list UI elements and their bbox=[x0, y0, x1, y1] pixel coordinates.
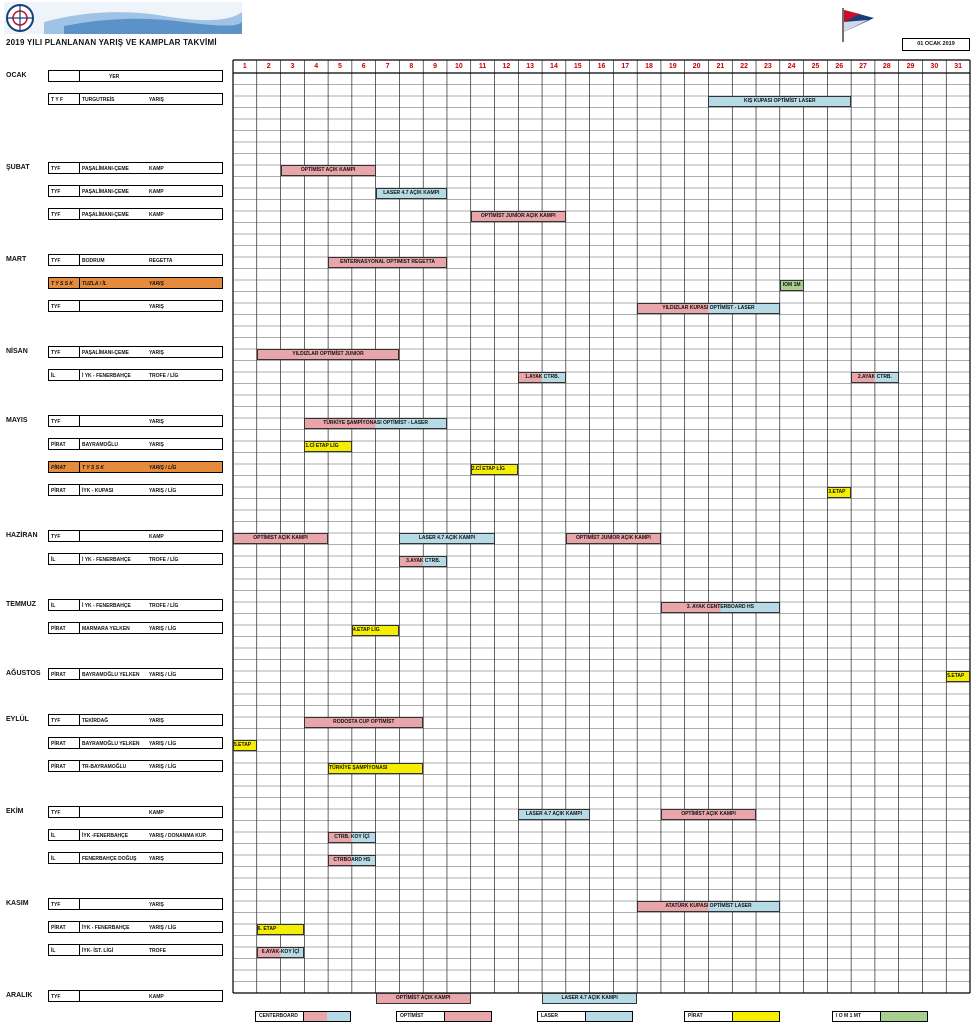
event-bar[interactable]: ATATÜRK KUPASI OPTİMİST LASER bbox=[637, 901, 780, 912]
row-organizer: İL bbox=[51, 603, 56, 609]
row-type: KAMP bbox=[149, 994, 164, 1000]
day-header: 8 bbox=[409, 63, 414, 70]
event-bar[interactable]: 6.AYAK-KOY İÇİ bbox=[257, 947, 305, 958]
document-date: 01 OCAK 2019 bbox=[902, 38, 970, 51]
row-organizer: TYF bbox=[51, 189, 61, 195]
row-organizer: PİRAT bbox=[51, 764, 66, 770]
event-bar[interactable]: RODOSTA CUP OPTİMİST bbox=[304, 717, 423, 728]
page-title: 2019 YILI PLANLANAN YARIŞ VE KAMPLAR TAKVİMİ bbox=[6, 38, 217, 47]
row-organizer: TYF bbox=[51, 212, 61, 218]
row-divider bbox=[79, 531, 80, 541]
schedule-row-label bbox=[48, 70, 223, 82]
day-header: 5 bbox=[338, 63, 342, 70]
row-organizer: PİRAT bbox=[51, 626, 66, 632]
schedule-row-label bbox=[48, 668, 223, 680]
row-place: PAŞALİMANI-ÇEME bbox=[82, 189, 129, 195]
schedule-row-label bbox=[48, 415, 223, 427]
legend-label: CENTERBOARD bbox=[259, 1013, 298, 1019]
schedule-row-label bbox=[48, 829, 223, 841]
row-place: PAŞALİMANI-ÇEME bbox=[82, 166, 129, 172]
row-divider bbox=[79, 922, 80, 932]
row-divider bbox=[79, 991, 80, 1001]
row-type: YARIŞ / LİG bbox=[149, 925, 177, 931]
event-bar[interactable]: CTRB. KOY İÇİ bbox=[328, 832, 376, 843]
month-label: ARALIK bbox=[6, 992, 33, 999]
row-place: TUZLA / İL bbox=[82, 281, 107, 287]
row-place: PAŞALİMANI-ÇEME bbox=[82, 350, 129, 356]
row-divider bbox=[79, 807, 80, 817]
day-header: 3 bbox=[290, 63, 295, 70]
event-bar[interactable]: LASER 4.7 AÇIK KAMPI bbox=[399, 533, 494, 544]
day-header: 10 bbox=[454, 63, 463, 70]
row-divider bbox=[79, 209, 80, 219]
schedule-row-label bbox=[48, 530, 223, 542]
row-type: YARIŞ / LİG bbox=[149, 764, 177, 770]
legend-swatch bbox=[880, 1012, 927, 1021]
schedule-row-label bbox=[48, 438, 223, 450]
day-header: 28 bbox=[882, 63, 891, 70]
schedule-row-label bbox=[48, 553, 223, 565]
schedule-row-label bbox=[48, 599, 223, 611]
day-header: 26 bbox=[835, 63, 844, 70]
schedule-row-label bbox=[48, 760, 223, 772]
row-organizer: TYF bbox=[51, 419, 61, 425]
row-organizer: İL bbox=[51, 833, 56, 839]
schedule-row-label bbox=[48, 484, 223, 496]
event-bar[interactable]: 1.Cİ ETAP LİG bbox=[304, 441, 352, 452]
row-organizer: TYF bbox=[51, 304, 61, 310]
row-place: YER bbox=[109, 74, 120, 80]
day-header: 27 bbox=[859, 63, 867, 70]
row-organizer: T Y S S K bbox=[51, 281, 74, 287]
row-organizer: TYF bbox=[51, 350, 61, 356]
row-divider bbox=[79, 830, 80, 840]
event-bar[interactable]: 6. ETAP bbox=[257, 924, 305, 935]
day-header: 16 bbox=[597, 63, 606, 70]
row-divider bbox=[79, 462, 80, 472]
event-bar[interactable]: OPTİMİST AÇIK KAMPI bbox=[661, 809, 756, 820]
day-header: 30 bbox=[930, 63, 939, 70]
day-header: 18 bbox=[645, 63, 653, 70]
row-type: YARIŞ / LİG bbox=[149, 626, 177, 632]
row-divider bbox=[79, 255, 80, 265]
club-flag-icon bbox=[838, 6, 878, 42]
row-divider bbox=[79, 186, 80, 196]
month-label: AĞUSTOS bbox=[6, 670, 41, 677]
event-bar[interactable]: 3. AYAK CENTERBOARD HS bbox=[661, 602, 780, 613]
row-type: YARIŞ / LİG bbox=[149, 672, 177, 678]
schedule-row-label bbox=[48, 714, 223, 726]
row-divider bbox=[79, 347, 80, 357]
event-bar[interactable]: OPTİMİST AÇIK KAMPI bbox=[376, 993, 471, 1004]
row-divider bbox=[79, 370, 80, 380]
row-type: YARIŞ bbox=[149, 304, 164, 310]
event-bar[interactable]: TÜRKİYE ŞAMPİYONASI bbox=[328, 763, 423, 774]
schedule-row-label bbox=[48, 208, 223, 220]
row-divider bbox=[79, 554, 80, 564]
row-divider bbox=[79, 600, 80, 610]
row-place: BAYRAMOĞLU YELKEN bbox=[82, 741, 140, 747]
row-type: YARIŞ bbox=[149, 350, 164, 356]
event-bar[interactable]: LASER 4.7 AÇIK KAMPI bbox=[542, 993, 637, 1004]
event-bar[interactable]: 4.ETAP LİG bbox=[352, 625, 400, 636]
row-organizer: TYF bbox=[51, 718, 61, 724]
row-place: İ YK - FENERBAHÇE bbox=[82, 557, 131, 563]
row-place: İYK- İST. LİGİ bbox=[82, 948, 114, 954]
legend-item bbox=[684, 1011, 780, 1022]
event-bar[interactable]: YILDIZLAR OPTİMİST JUNIOR bbox=[257, 349, 400, 360]
row-organizer: T Y F bbox=[51, 97, 64, 103]
event-bar[interactable]: CTRBOARD HS bbox=[328, 855, 376, 866]
schedule-row-label bbox=[48, 898, 223, 910]
event-bar[interactable]: 5.ETAP bbox=[233, 740, 257, 751]
schedule-row-label bbox=[48, 93, 223, 105]
club-logo bbox=[4, 2, 242, 34]
day-header: 17 bbox=[621, 63, 630, 70]
day-header: 21 bbox=[716, 63, 725, 70]
row-type: KAMP bbox=[149, 810, 164, 816]
schedule-row-label bbox=[48, 944, 223, 956]
row-divider bbox=[79, 623, 80, 633]
row-organizer: PİRAT bbox=[51, 442, 66, 448]
event-bar[interactable]: OPTİMİST AÇIK KAMPI bbox=[281, 165, 376, 176]
month-label: OCAK bbox=[6, 72, 27, 79]
day-header: 11 bbox=[478, 63, 487, 70]
day-header: 20 bbox=[692, 63, 701, 70]
month-label: EKİM bbox=[6, 808, 24, 815]
month-label: ŞUBAT bbox=[6, 164, 30, 171]
row-divider bbox=[79, 301, 80, 311]
row-place: TEKİRDAĞ bbox=[82, 718, 109, 724]
row-type: KAMP bbox=[149, 189, 164, 195]
day-header: 23 bbox=[764, 63, 772, 70]
row-type: KAMP bbox=[149, 534, 164, 540]
legend-item bbox=[255, 1011, 351, 1022]
schedule-row-label bbox=[48, 852, 223, 864]
day-header: 22 bbox=[740, 63, 749, 70]
month-label: TEMMUZ bbox=[6, 601, 36, 608]
row-type: KAMP bbox=[149, 212, 164, 218]
event-bar[interactable]: LASER 4.7 AÇIK KAMPI bbox=[376, 188, 447, 199]
row-type: YARIŞ bbox=[149, 856, 164, 862]
row-organizer: TYF bbox=[51, 166, 61, 172]
row-place: TURGUTREİS bbox=[82, 97, 115, 103]
legend-swatch bbox=[444, 1012, 491, 1021]
row-type: REGETTA bbox=[149, 258, 173, 264]
row-organizer: PİRAT bbox=[51, 741, 66, 747]
row-place: BODRUM bbox=[82, 258, 105, 264]
schedule-row-label bbox=[48, 300, 223, 312]
month-label: NİSAN bbox=[6, 348, 28, 355]
row-place: İ YK - FENERBAHÇE bbox=[82, 603, 131, 609]
schedule-row-label bbox=[48, 737, 223, 749]
event-bar[interactable]: 2.Cİ ETAP LİG bbox=[471, 464, 519, 475]
event-bar[interactable]: KIŞ KUPASI OPTİMİST LASER bbox=[708, 96, 851, 107]
row-divider bbox=[79, 761, 80, 771]
legend-swatch bbox=[732, 1012, 779, 1021]
row-divider bbox=[79, 94, 80, 104]
day-header: 9 bbox=[433, 63, 438, 70]
day-header: 4 bbox=[314, 63, 319, 70]
day-header: 25 bbox=[811, 63, 820, 70]
schedule-row-label bbox=[48, 277, 223, 289]
event-bar[interactable]: OPTİMİST AÇIK KAMPI bbox=[233, 533, 328, 544]
row-organizer: TYF bbox=[51, 810, 61, 816]
row-divider bbox=[79, 416, 80, 426]
row-divider bbox=[79, 439, 80, 449]
row-organizer: PİRAT bbox=[51, 672, 66, 678]
row-type: YARIŞ / LİG bbox=[149, 465, 177, 471]
event-bar[interactable]: ENTERNASYONAL OPTIMIST REGETTA bbox=[328, 257, 447, 268]
month-label: HAZİRAN bbox=[6, 532, 38, 539]
row-organizer: TYF bbox=[51, 902, 61, 908]
day-header: 12 bbox=[502, 63, 511, 70]
day-header: 31 bbox=[954, 63, 962, 70]
day-header: 14 bbox=[550, 63, 558, 70]
row-divider bbox=[79, 945, 80, 955]
row-organizer: PİRAT bbox=[51, 925, 66, 931]
row-divider bbox=[79, 71, 80, 81]
row-type: YARIŞ bbox=[149, 419, 164, 425]
day-header: 29 bbox=[906, 63, 915, 70]
row-place: BAYRAMOĞLU YELKEN bbox=[82, 672, 140, 678]
row-type: TROFE bbox=[149, 948, 166, 954]
row-place: İYK - KUPASI bbox=[82, 488, 114, 494]
day-header: 19 bbox=[668, 63, 677, 70]
row-divider bbox=[79, 715, 80, 725]
row-organizer: TYF bbox=[51, 534, 61, 540]
day-header: 7 bbox=[385, 63, 390, 70]
row-type: TROFE / LİG bbox=[149, 557, 179, 563]
row-place: FENERBAHÇE DOĞUŞ bbox=[82, 856, 137, 862]
schedule-row-label bbox=[48, 806, 223, 818]
row-place: MARMARA YELKEN bbox=[82, 626, 130, 632]
row-type: YARIŞ bbox=[149, 97, 164, 103]
month-label: KASIM bbox=[6, 900, 29, 907]
row-divider bbox=[79, 853, 80, 863]
schedule-row-label bbox=[48, 369, 223, 381]
row-divider bbox=[79, 278, 80, 288]
event-bar[interactable]: 5.ETAP bbox=[946, 671, 970, 682]
day-header: 1 bbox=[242, 63, 247, 70]
legend-label: I O M 1 MT bbox=[836, 1013, 861, 1019]
legend-label: PİRAT bbox=[688, 1013, 703, 1019]
event-bar[interactable]: LASER 4.7 AÇIK KAMPI bbox=[518, 809, 589, 820]
schedule-row-label bbox=[48, 185, 223, 197]
row-divider bbox=[79, 738, 80, 748]
event-bar[interactable]: 3.ETAP bbox=[827, 487, 851, 498]
row-place: T Y S S K bbox=[82, 465, 105, 471]
legend-item bbox=[396, 1011, 492, 1022]
row-type: YARIŞ bbox=[149, 442, 164, 448]
legend-item bbox=[832, 1011, 928, 1022]
legend-label: LASER bbox=[541, 1013, 558, 1019]
row-organizer: PİRAT bbox=[51, 465, 66, 471]
month-label: MAYIS bbox=[6, 417, 28, 424]
day-header: 6 bbox=[361, 63, 366, 70]
row-place: İYK -FENERBAHÇE bbox=[82, 833, 129, 839]
row-type: KAMP bbox=[149, 166, 164, 172]
legend-item bbox=[537, 1011, 633, 1022]
row-place: İ YK - FENERBAHÇE bbox=[82, 373, 131, 379]
row-organizer: PİRAT bbox=[51, 488, 66, 494]
row-organizer: İL bbox=[51, 856, 56, 862]
row-type: YARIŞ / LİG bbox=[149, 741, 177, 747]
event-bar[interactable]: IOM 1M bbox=[780, 280, 804, 291]
row-type: YARIŞ bbox=[149, 902, 164, 908]
row-divider bbox=[79, 485, 80, 495]
row-place: BAYRAMOĞLU bbox=[82, 442, 118, 448]
legend-swatch bbox=[303, 1012, 350, 1021]
event-bar[interactable]: 2.AYAK CTRB. bbox=[851, 372, 899, 383]
row-type: TROFE / LİG bbox=[149, 603, 179, 609]
day-header: 24 bbox=[787, 63, 796, 70]
event-bar[interactable]: OPTİMİST JUNİOR AÇIK KAMPI bbox=[471, 211, 566, 222]
event-bar[interactable]: TÜRKİYE ŞAMPİYONASI OPTİMİST - LASER bbox=[304, 418, 447, 429]
event-bar[interactable]: 1.AYAK CTRB. bbox=[518, 372, 566, 383]
row-place: PAŞALİMANI-ÇEME bbox=[82, 212, 129, 218]
event-bar[interactable]: YILDIZLAR KUPASI OPTİMİST - LASER bbox=[637, 303, 780, 314]
row-place: İYK - FENERBAHÇE bbox=[82, 925, 130, 931]
schedule-row-label bbox=[48, 622, 223, 634]
day-header: 13 bbox=[526, 63, 535, 70]
row-organizer: TYF bbox=[51, 994, 61, 1000]
row-organizer: İL bbox=[51, 948, 56, 954]
schedule-row-label bbox=[48, 921, 223, 933]
month-label: MART bbox=[6, 256, 27, 263]
row-organizer: TYF bbox=[51, 258, 61, 264]
day-header: 15 bbox=[573, 63, 582, 70]
row-type: TROFE / LİG bbox=[149, 373, 179, 379]
row-place: TR-BAYRAMOĞLU bbox=[82, 764, 127, 770]
row-type: YARIŞ bbox=[149, 718, 164, 724]
schedule-row-label bbox=[48, 162, 223, 174]
row-organizer: İL bbox=[51, 373, 56, 379]
schedule-row-label bbox=[48, 254, 223, 266]
row-type: YARIŞ / DONANMA KUP. bbox=[149, 833, 207, 839]
month-label: EYLÜL bbox=[6, 716, 29, 723]
schedule-row-label bbox=[48, 461, 223, 473]
row-divider bbox=[79, 669, 80, 679]
legend-label: OPTİMİST bbox=[400, 1013, 424, 1019]
row-organizer: İL bbox=[51, 557, 56, 563]
day-header: 2 bbox=[266, 63, 271, 70]
row-divider bbox=[79, 163, 80, 173]
event-bar[interactable]: OPTİMİST JUNİOR AÇIK KAMPI bbox=[566, 533, 661, 544]
row-divider bbox=[79, 899, 80, 909]
schedule-row-label bbox=[48, 990, 223, 1002]
event-bar[interactable]: 3.AYAK CTRB. bbox=[399, 556, 447, 567]
row-type: YARIŞ bbox=[149, 281, 164, 287]
schedule-row-label bbox=[48, 346, 223, 358]
legend-swatch bbox=[585, 1012, 632, 1021]
row-type: YARIŞ / LİG bbox=[149, 488, 177, 494]
